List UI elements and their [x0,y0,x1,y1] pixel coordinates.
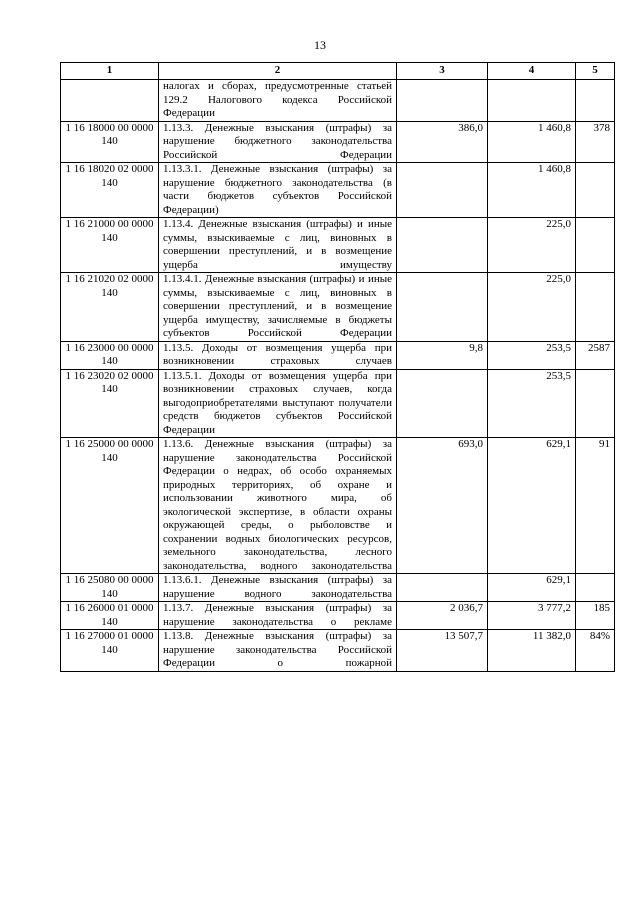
item-name-cell: 1.13.3.1. Денежные взыскания (штрафы) за нарушение бюджетного законодательства (в части бюджетов субъектов Российской Федерации) [159,163,397,218]
item-name-cell: 1.13.5.1. Доходы от возмещения ущерба при возникновении страховых случаев, когда выгодоприобретателями выступают получатели средств бюджетов субъектов Российской Федерации [159,369,397,438]
table-row [61,341,615,369]
table-row [61,163,615,218]
budget-code-cell: 1 16 18020 02 0000 140 [61,163,159,218]
value-col3-cell: 693,0 [397,438,488,574]
value-col4-cell: 1 460,8 [488,121,576,163]
value-col4-cell: 225,0 [488,218,576,273]
value-col4-cell: 253,5 [488,341,576,369]
header-col-5: 5 [576,63,615,80]
budget-code-cell: 1 16 26000 01 0000 140 [61,602,159,630]
value-col5-cell: 378 [576,121,615,163]
value-col3-cell: 386,0 [397,121,488,163]
table-row [61,602,615,630]
table-row [61,369,615,438]
value-col4-cell: 253,5 [488,369,576,438]
budget-code-cell [61,80,159,122]
value-col3-cell [397,80,488,122]
value-col5-cell [576,163,615,218]
budget-revenue-table [60,62,615,672]
value-col3-cell: 2 036,7 [397,602,488,630]
item-name-cell: 1.13.6.1. Денежные взыскания (штрафы) за нарушение водного законодательства [159,574,397,602]
item-name-cell: 1.13.6. Денежные взыскания (штрафы) за нарушение законодательства Российской Федерации о недрах, об особо охраняемых природных территориях, об охране и использовании животного мира, об экологической экспертизе, в области охраны окружающей среды, о рыболовстве и сохранении водных биологических ресурсов, земельного законодательства, лесного законодательства, водного законодательства [159,438,397,574]
value-col5-cell [576,273,615,342]
value-col4-cell [488,80,576,122]
value-col4-cell: 1 460,8 [488,163,576,218]
value-col5-cell: 2587 [576,341,615,369]
header-col-4: 4 [488,63,576,80]
table-header-row [61,63,615,80]
item-name-cell: 1.13.3. Денежные взыскания (штрафы) за нарушение бюджетного законодательства Российской Федерации [159,121,397,163]
table-body [61,80,615,672]
value-col4-cell: 629,1 [488,574,576,602]
budget-code-cell: 1 16 21020 02 0000 140 [61,273,159,342]
header-col-3: 3 [397,63,488,80]
value-col3-cell: 13 507,7 [397,630,488,672]
header-col-1: 1 [61,63,159,80]
value-col5-cell [576,369,615,438]
value-col5-cell [576,218,615,273]
item-name-cell: 1.13.5. Доходы от возмещения ущерба при возникновении страховых случаев [159,341,397,369]
table-row [61,438,615,574]
item-name-cell: 1.13.4.1. Денежные взыскания (штрафы) и иные суммы, взыскиваемые с лиц, виновных в совершении преступлений, и в возмещение ущерба имуществу, зачисляемые в бюджеты субъектов Российской Федерации [159,273,397,342]
value-col3-cell [397,163,488,218]
value-col3-cell [397,218,488,273]
budget-code-cell: 1 16 25080 00 0000 140 [61,574,159,602]
value-col4-cell: 225,0 [488,273,576,342]
budget-code-cell: 1 16 25000 00 0000 140 [61,438,159,574]
value-col4-cell: 3 777,2 [488,602,576,630]
page-number: 13 [314,38,326,52]
value-col5-cell: 84% [576,630,615,672]
value-col3-cell: 9,8 [397,341,488,369]
value-col4-cell: 629,1 [488,438,576,574]
item-name-cell: 1.13.7. Денежные взыскания (штрафы) за нарушение законодательства о рекламе [159,602,397,630]
budget-code-cell: 1 16 18000 00 0000 140 [61,121,159,163]
value-col3-cell [397,273,488,342]
budget-code-cell: 1 16 21000 00 0000 140 [61,218,159,273]
value-col3-cell [397,369,488,438]
item-name-cell: 1.13.8. Денежные взыскания (штрафы) за нарушение законодательства Российской Федерации о пожарной [159,630,397,672]
budget-code-cell: 1 16 23020 02 0000 140 [61,369,159,438]
budget-code-cell: 1 16 27000 01 0000 140 [61,630,159,672]
value-col3-cell [397,574,488,602]
value-col5-cell [576,574,615,602]
header-col-2: 2 [159,63,397,80]
value-col4-cell: 11 382,0 [488,630,576,672]
table-row [61,121,615,163]
item-name-cell: 1.13.4. Денежные взыскания (штрафы) и иные суммы, взыскиваемые с лиц, виновных в совершении преступлений, и в возмещение ущерба имуществу [159,218,397,273]
table-row [61,218,615,273]
item-name-cell: налогах и сборах, предусмотренные статьей 129.2 Налогового кодекса Российской Федерации [159,80,397,122]
value-col5-cell: 185 [576,602,615,630]
value-col5-cell: 91 [576,438,615,574]
table-row [61,80,615,122]
table-row [61,574,615,602]
value-col5-cell [576,80,615,122]
table-row [61,630,615,672]
budget-code-cell: 1 16 23000 00 0000 140 [61,341,159,369]
table-row [61,273,615,342]
